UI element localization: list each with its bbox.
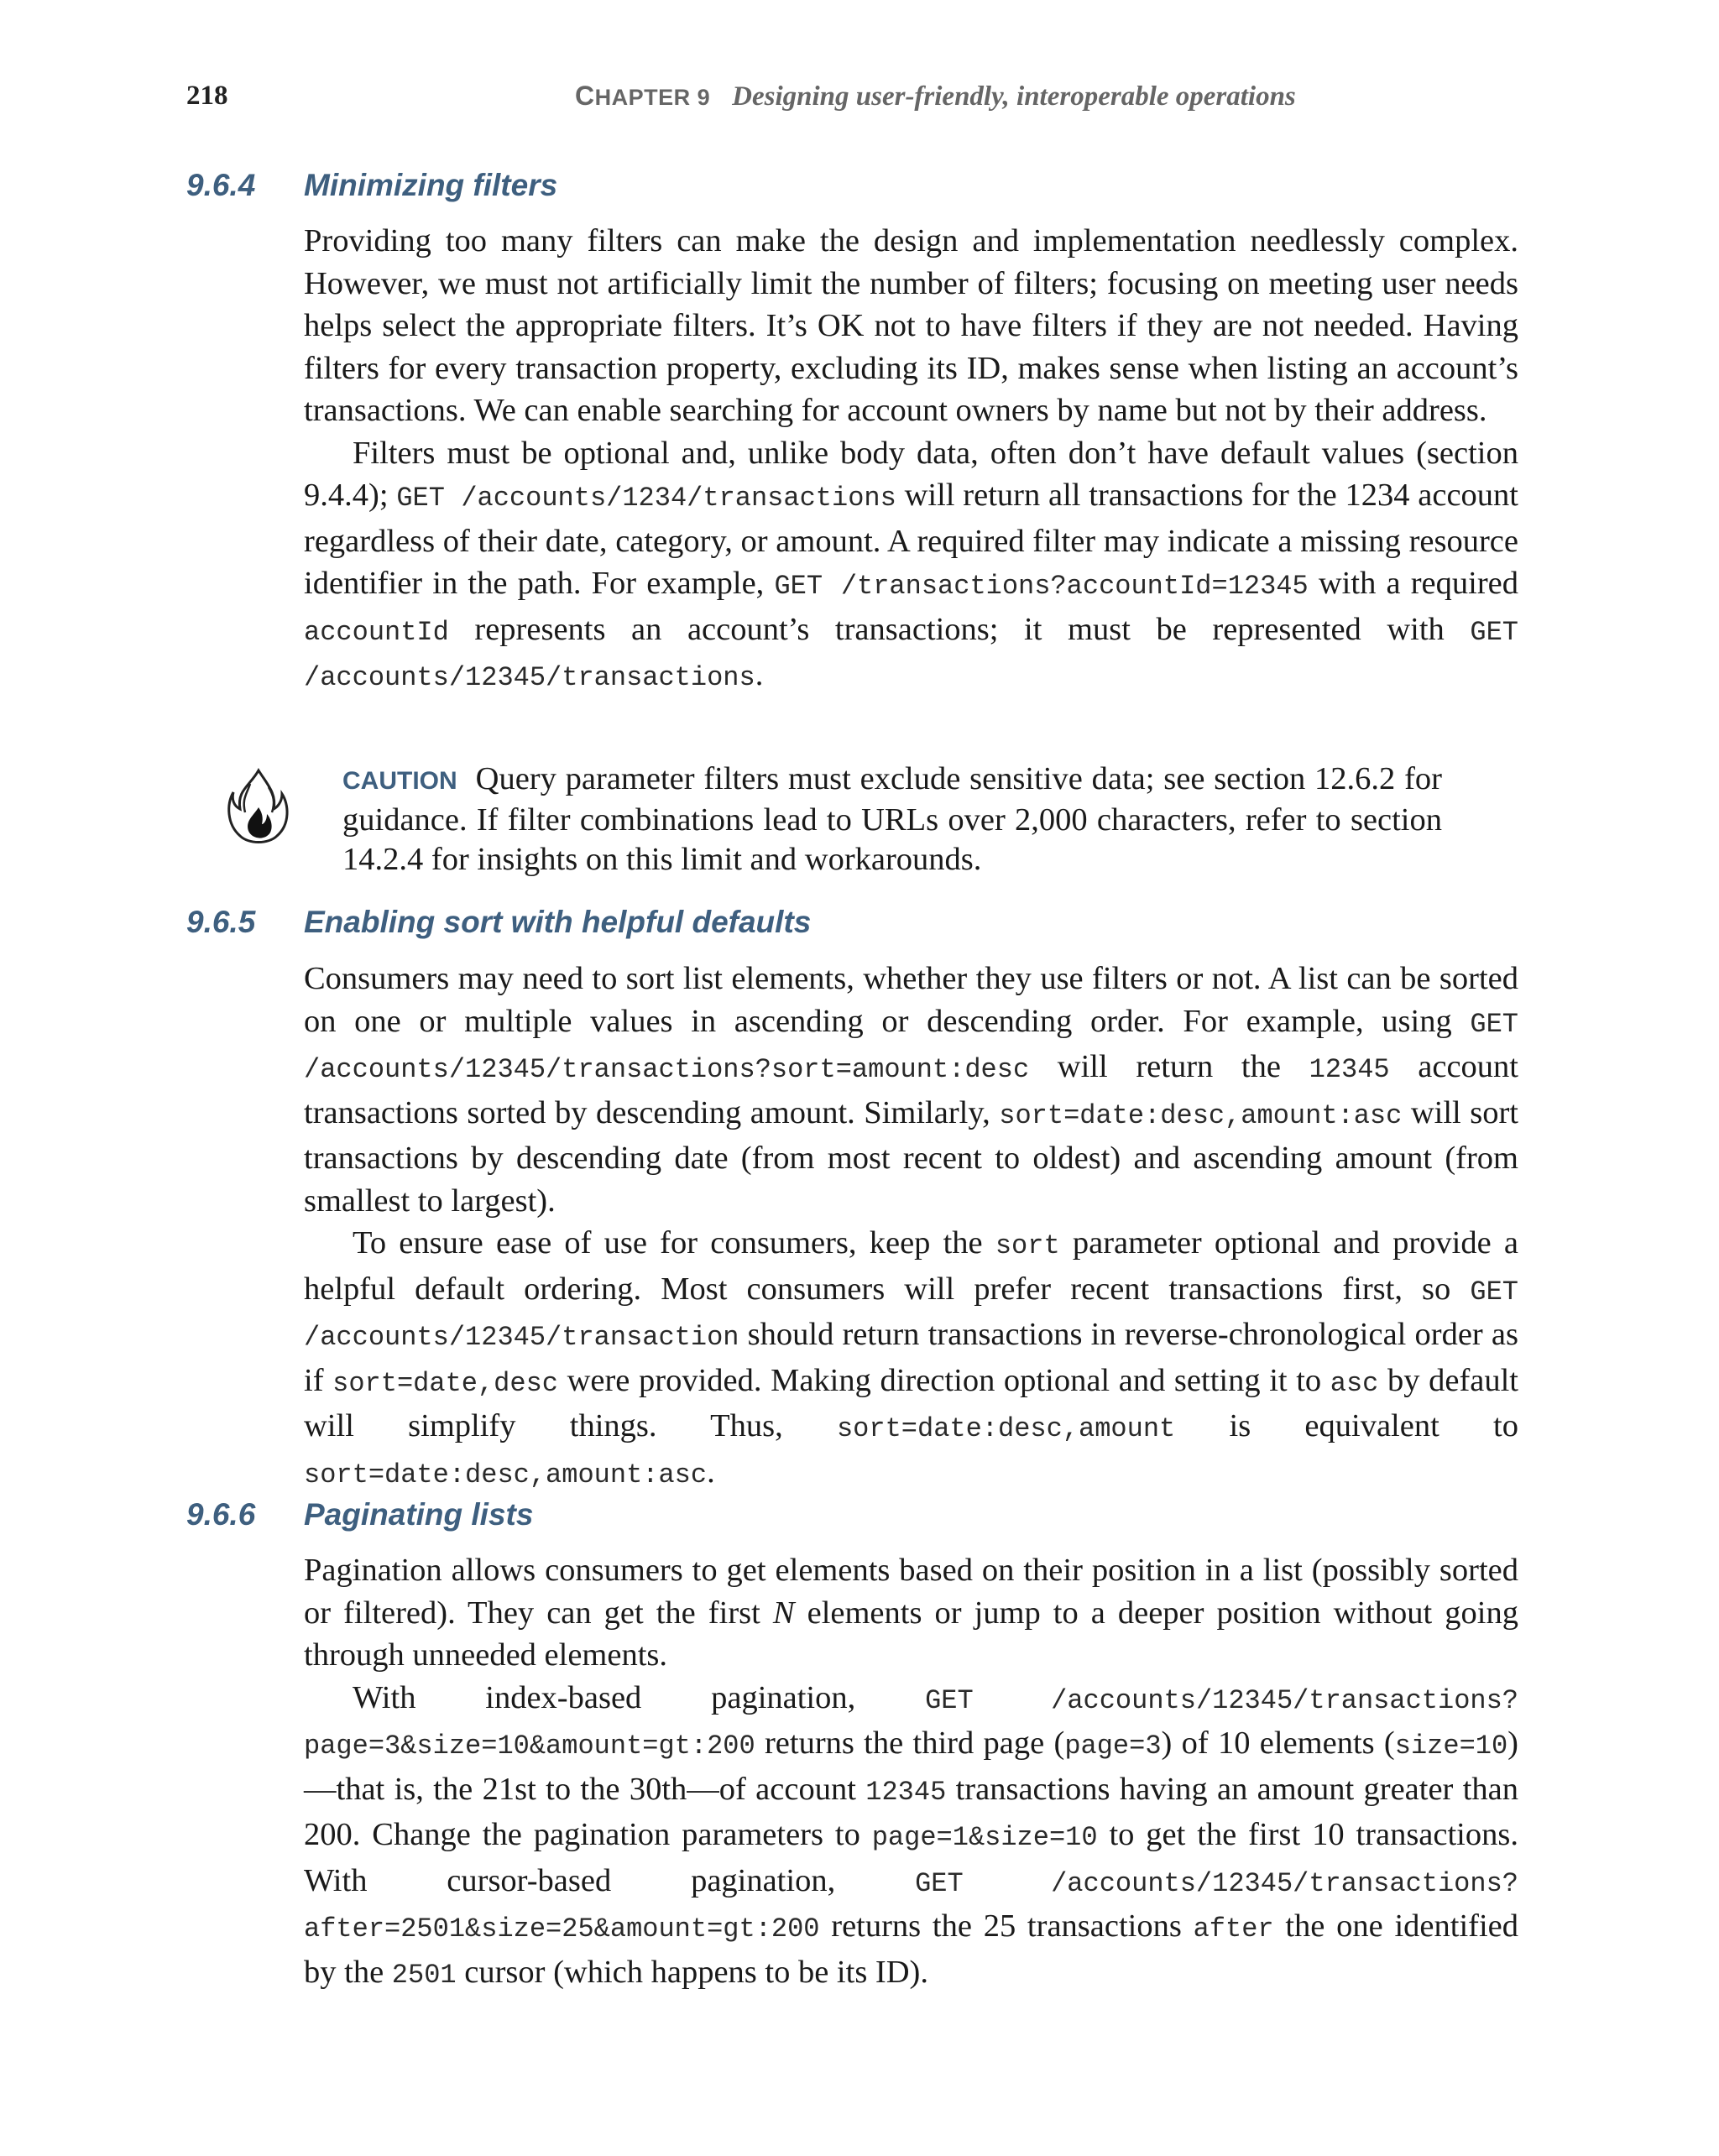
code-inline: GET /accounts/1234/transactions — [396, 483, 896, 514]
code-inline: GET /transactions?accountId=12345 — [774, 571, 1309, 602]
code-inline: size=10 — [1394, 1731, 1508, 1762]
code-inline: GET /accounts/12345/transactions?after=2501&size=25&amount=gt:200 — [304, 1867, 1518, 1945]
code-inline: after — [1193, 1913, 1274, 1945]
code-inline: GET /accounts/12345/transactions?page=3&size=10&amount=gt:200 — [304, 1684, 1518, 1762]
running-header — [0, 81, 1719, 123]
code-inline: sort=date:desc,amount — [836, 1413, 1176, 1444]
running-head — [575, 81, 1296, 112]
section-number: 9.6.6 — [186, 1497, 256, 1532]
code-inline: sort=date,desc — [332, 1367, 558, 1399]
paragraph: Filters must be optional and, unlike body data, often don’t have default values (section 9.4.4); GET /accounts/1234/transactions will return all transactions for the 1234 account regardless of their date, category, or amount. A required filter may indicate a missing resource identifier in the path. For example, GET /transactions?accountId=12345 with a required accountId represents an account’s transactions; it must be represented with GET /accounts/12345/transactions. — [304, 435, 1518, 693]
section-body-9-6-4 — [304, 220, 1518, 700]
section-title: Paginating lists — [304, 1497, 534, 1532]
code-inline: sort — [995, 1230, 1060, 1261]
caution-callout — [342, 760, 1442, 880]
section-heading-9-6-5 — [186, 905, 1529, 945]
code-inline: 2501 — [391, 1959, 457, 1991]
section-body-9-6-5 — [304, 958, 1518, 1496]
paragraph: Consumers may need to sort list elements, whether they use filters or not. A list can be sorted on one or multiple values in ascending or descending order. For example, using GET /accounts/12345/transactions?sort=amount:desc will return the 12345 account transactions sorted by descending amount. Similarly, sort=date:desc,amount:asc will sort transactions by descending date (from most recent to oldest) and ascending amount (from smallest to largest). — [304, 961, 1518, 1219]
code-inline: sort=date:desc,amount:asc — [999, 1099, 1403, 1131]
code-inline: sort=date:desc,amount:asc — [304, 1459, 708, 1490]
section-heading-9-6-6 — [186, 1497, 1529, 1537]
code-inline: page=3 — [1064, 1731, 1162, 1762]
section-title: Minimizing filters — [304, 168, 558, 202]
paragraph: With index-based pagination, GET /accounts/12345/transactions?page=3&size=10&amount=gt:200 returns the third page (page=3) of 10 elements (size=10)—that is, the 21st to the 30th—of account 12345 transactions having an amount greater than 200. Change the pagination parameters to page=1&size=10 to get the first 10 transactions. With cursor-based pagination, GET /accounts/12345/transactions?after=2501&size=25&amount=gt:200 returns the 25 transactions after the one identified by the 2501 cursor (which happens to be its ID). — [304, 1679, 1518, 1991]
paragraph: Pagination allows consumers to get elements based on their position in a list (possibly sorted or filtered). They can get the first N elements or jump to a deeper position without going through unneeded elements. — [304, 1553, 1518, 1673]
paragraph: Providing too many filters can make the design and implementation needlessly complex. However, we must not artificially limit the number of filters; focusing on meeting user needs helps select the appropriate filters. It’s OK not to have filters if they are not needed. Having filters for every transaction property, excluding its ID, makes sense when listing an account’s transactions. We can enable searching for account owners by name but not by their address. — [304, 223, 1518, 428]
code-inline: 12345 — [865, 1776, 947, 1808]
section-number: 9.6.5 — [186, 905, 256, 939]
section-number: 9.6.4 — [186, 168, 256, 202]
paragraph: To ensure ease of use for consumers, keep the sort parameter optional and provide a helpful default ordering. Most consumers will prefer recent transactions first, so GET /accounts/12345/transaction should return transactions in reverse-chronological order as if sort=date,desc were provided. Making direction optional and setting it to asc by default will simplify things. Thus, sort=date:desc,amount is equivalent to sort=date:desc,amount:asc. — [304, 1225, 1518, 1490]
code-inline: accountId — [304, 616, 449, 648]
section-title: Enabling sort with helpful defaults — [304, 905, 812, 939]
code-inline: GET /accounts/12345/transactions — [304, 616, 1518, 693]
caution-text: Query parameter filters must exclude sensitive data; see section 12.6.2 for guidance. If filter combinations lead to URLs over 2,000 characters, refer to section 14.2.4 for insights on this limit and workarounds. — [342, 761, 1442, 877]
flame-icon — [225, 765, 292, 849]
chapter-title: Designing user-friendly, interoperable operations — [732, 81, 1296, 112]
code-inline: GET /accounts/12345/transactions?sort=amount:desc — [304, 1008, 1518, 1085]
page-number: 218 — [186, 81, 228, 111]
code-inline: GET /accounts/12345/transaction — [304, 1276, 1518, 1353]
section-body-9-6-6 — [304, 1549, 1518, 1997]
caution-label: CAUTION — [342, 767, 457, 795]
chapter-label: CHAPTER 9 — [575, 81, 711, 111]
code-inline: page=1&size=10 — [871, 1822, 1098, 1853]
code-inline: asc — [1330, 1367, 1379, 1399]
section-heading-9-6-4 — [186, 168, 1529, 208]
code-inline: 12345 — [1309, 1054, 1390, 1085]
